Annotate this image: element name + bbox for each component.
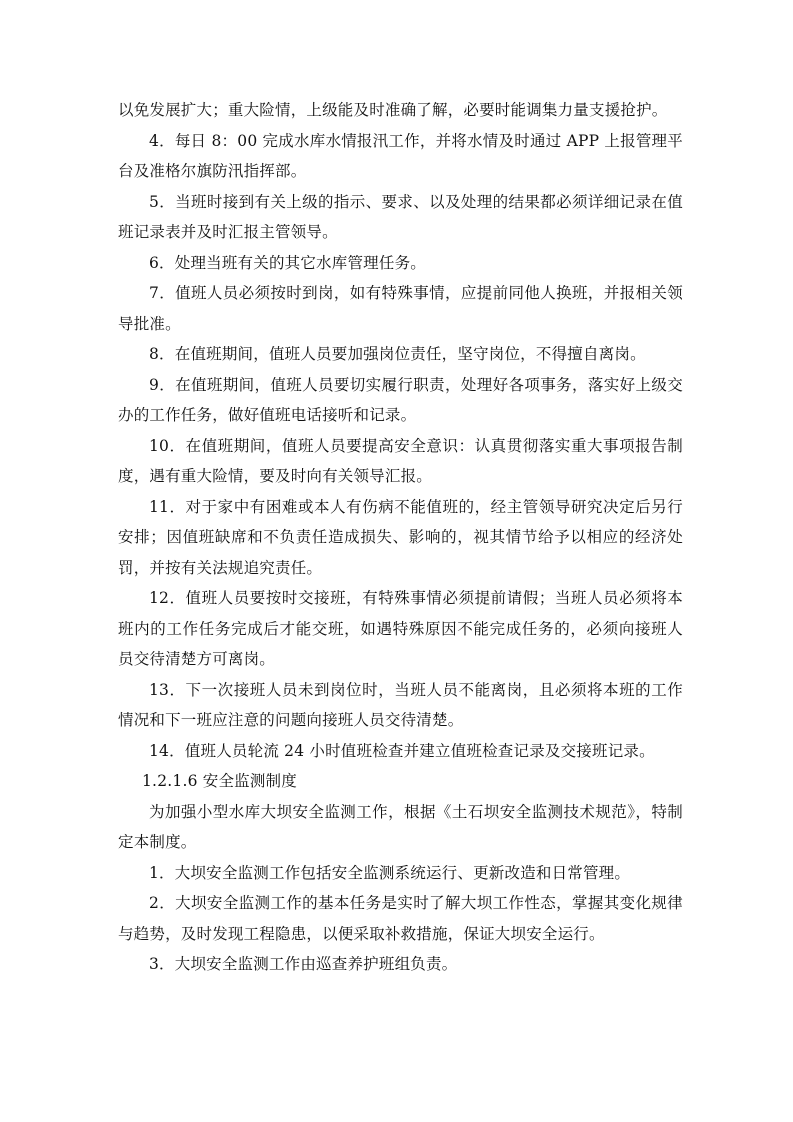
section-item-2: 2．大坝安全监测工作的基本任务是实时了解大坝工作性态，掌握其变化规律与趋势，及时发现工程隐患，以便采取补救措施，保证大坝安全运行。	[118, 894, 683, 943]
paragraph-item-8: 8．在值班期间，值班人员要加强岗位责任，坚守岗位，不得擅自离岗。	[149, 345, 646, 363]
section-intro-paragraph: 为加强小型水库大坝安全监测工作，根据《土石坝安全监测技术规范》，特制定本制度。	[118, 802, 683, 851]
paragraph-item-7: 7．值班人员必须按时到岗，如有特殊事情，应提前同他人换班，并报相关领导批准。	[118, 284, 683, 333]
paragraph-item-9: 9．在值班期间，值班人员要切实履行职责，处理好各项事务，落实好上级交办的工作任务，做好值班电话接听和记录。	[118, 375, 683, 424]
section-item-1: 1．大坝安全监测工作包括安全监测系统运行、更新改造和日常管理。	[149, 863, 631, 882]
paragraph-item-10: 10．在值班期间，值班人员要提高安全意识：认真贯彻落实重大事项报告制度，遇有重大险情，要及时向有关领导汇报。	[118, 436, 683, 485]
paragraph-item-13: 13．下一次接班人员未到岗位时，当班人员不能离岗，且必须将本班的工作情况和下一班应注意的问题向接班人员交待清楚。	[118, 680, 683, 729]
paragraph-item-4: 4．每日 8：00 完成水库水情报汛工作，并将水情及时通过 APP 上报管理平台及准格尔旗防汛指挥部。	[118, 131, 683, 180]
paragraph-item-5: 5．当班时接到有关上级的指示、要求、以及处理的结果都必须详细记录在值班记录表并及时汇报主管领导。	[118, 192, 683, 241]
document-body	[118, 95, 683, 980]
paragraph-item-6: 6．处理当班有关的其它水库管理任务。	[149, 253, 426, 272]
paragraph-continuation: 以免发展扩大；重大险情，上级能及时准确了解，必要时能调集力量支援抢护。	[118, 101, 668, 119]
paragraph-item-12: 12．值班人员要按时交接班，有特殊事情必须提前请假；当班人员必须将本班内的工作任务完成后才能交班，如遇特殊原因不能完成任务的，必须向接班人员交待清楚方可离岗。	[118, 589, 683, 668]
paragraph-item-14: 14．值班人员轮流 24 小时值班检查并建立值班检查记录及交接班记录。	[149, 741, 655, 760]
section-item-3: 3．大坝安全监测工作由巡查养护班组负责。	[149, 955, 458, 973]
section-heading: 1.2.1.6 安全监测制度	[142, 772, 297, 790]
paragraph-item-11: 11．对于家中有困难或本人有伤病不能值班的，经主管领导研究决定后另行安排；因值班缺席和不负责任造成损失、影响的，视其情节给予以相应的经济处罚，并按有关法规追究责任。	[118, 497, 683, 577]
